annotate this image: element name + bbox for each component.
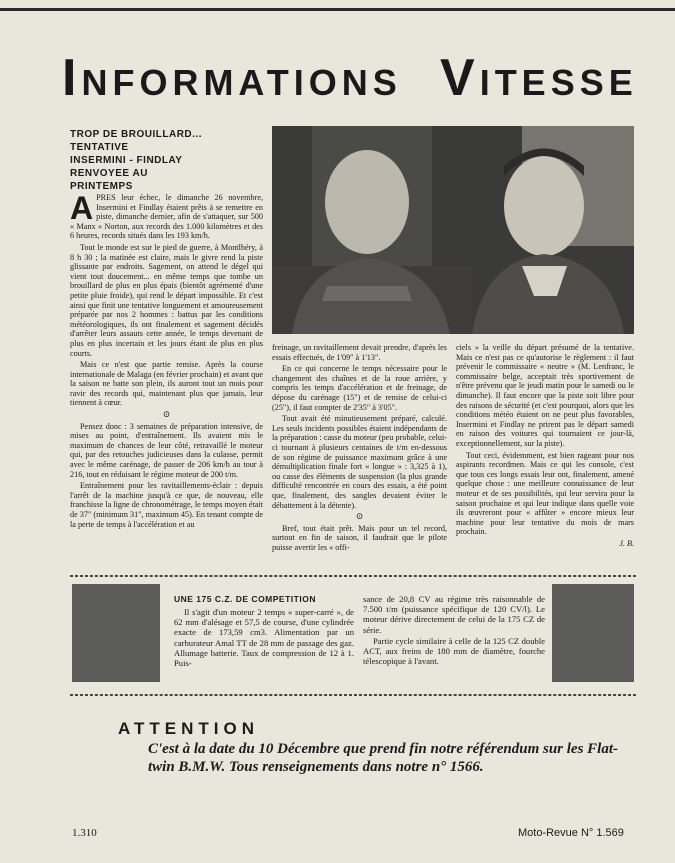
article-paragraph: Tout avait été minutieusement préparé, calculé. Les seuls incidents possibles étaient indépendants de la préparation : casse du moteur (peu probable, celui-ci tournant à plusieurs centaines de t/m en-dessous de son régime de puissance maximum grâce à une démultiplication finale fort « longue » : 3,325 à 1), ou casse des éléments de suspension (la plus grande difficulté rencontrée en cours des essais, a été point que, finalement, des sangles devaient éviter le débattement à la détente). xyxy=(272,414,447,510)
page-number: 1.310 xyxy=(72,827,97,839)
top-rule xyxy=(0,8,675,11)
article-paragraph: Pensez donc : 3 semaines de préparation intensive, de mises au point, d'entraînement. Ils avaient mis le maximum de chances de leur côté, retravaillé le moteur qui, par des retouches judicieuses dans la culasse, permit avec le même carénage, de passer de 206 km/h au tour à 216, tout en réduisant le régime moteur de 200 t/m. xyxy=(70,421,263,479)
article-signature: J. B. xyxy=(619,538,634,548)
article-paragraph: Tout ceci, évidemment, est bien rageant pour nos aspirants recordmen. Mais ce qui les console, c'est que tous ces longs essais leur ont, finalement, amené quelque chose : une meilleure connaissance de leur moteur et de ses possibilités, qui leur servira pour la saison prochaine et qui leur indique dans quelle voie ils œuvreront pour « affûter » encore mieux leur machine pour leur tentative du mois de mars prochain. xyxy=(456,450,634,537)
article-headline xyxy=(70,128,250,193)
attention-heading: ATTENTION xyxy=(118,719,260,738)
article-paragraph: freinage, un ravitaillement devait prendre, d'après les essais effectués, de 1'09" à 1'13". xyxy=(272,343,447,362)
riders-photo xyxy=(272,126,634,334)
motorcycle-photo-right xyxy=(552,584,634,682)
article-column-3 xyxy=(456,343,634,550)
box-column-1 xyxy=(174,607,354,669)
article-paragraph: APRES leur échec, le dimanche 26 novembre, Insermini et Findlay étaient prêts à se remettre en piste, dimanche dernier, afin de s'attaquer, sur 500 « Manx » Norton, aux records des 1.000 kilomètres et des 6 heures, records situés dans les 193 km/h. xyxy=(70,190,263,241)
attention-notice: C'est à la date du 10 Décembre que prend fin notre référendum sur les Flat-twin B.M.W. Tous renseignements dans notre n° 1566. xyxy=(148,741,618,775)
drop-cap: A xyxy=(70,190,94,226)
section-separator-symbol: ⊙ xyxy=(355,511,364,522)
headline-line: INSERMINI - FINDLAY xyxy=(70,155,183,166)
masthead-word-vitesse: VITESSE xyxy=(440,49,638,107)
headline-line: PRINTEMPS xyxy=(70,181,133,192)
box-paragraph: Partie cycle similaire à celle de la 125 CZ double ACT, aux freins de 180 mm de diamètre, fourche télescopique à l'avant. xyxy=(363,635,545,667)
article-paragraph: ciels » la veille du départ présumé de la tentative. Mais ce n'est pas ce qu'autorise le règlement : il faut prévenir le commissaire « neutre » (M. Lenfranc, le commissaire belge, acceptait très sportivement de n'être prévenu que le jeudi matin pour le samedi ou le dimanche). Il faut encore que la piste soit libre pour des raisons de sécurité (et c'est pourquoi, alors que les conditions météo étaient on ne peut plus favorables, Insermini et Findlay ne prirent pas le départ samedi en raison des voitures qui tournaient ce jour-là, exceptionnellement, sur la piste). xyxy=(456,343,634,448)
headline-line: TROP DE BROUILLARD... xyxy=(70,129,202,140)
masthead-word-informations: INFORMATIONS xyxy=(62,49,402,107)
article-paragraph: En ce qui concerne le temps nécessaire pour le changement des chaînes et de la roue arrière, y compris les temps d'accélération et de freinage, de dépose du carénage (15") et de remise de celui-ci (25"), il faut compter de 2'35" à 3'05". xyxy=(272,364,447,412)
article-paragraph: Entraînement pour les ravitaillements-éclair : depuis l'arrêt de la machine jusqu'à ce que, de nouveau, elle franchisse la ligne de chronométrage, le temps moyen était de 37" (minimum 31", maximum 45). En tenant compte de la perte de temps à l'accélération et au xyxy=(70,481,263,529)
box-paragraph: Il s'agit d'un moteur 2 temps « super-carré », de 62 mm d'alésage et 57,5 de course, d'une cylindrée exacte de 173,59 cm3. Alimentation par un carburateur Amal TT de 28 mm de passage des gaz. Allumage batterie. Taux de compression de 12 à 1. Puis- xyxy=(174,607,354,669)
article-paragraph: Tout le monde est sur le pied de guerre, à Montlhéry, à 8 h 30 ; la matinée est claire, mais le givre rend la piste glissante par endroits. Sagement, on attend le dégel qui vient tout doucement... en même temps que tombe un brouillard de plus en plus épais (bientôt agrémenté d'une petite pluie froide), qui rend le départ impossible. Et c'est ainsi que finit une tentative longuement et amoureusement préparée par nos 2 hommes : battus par les conditions météorologiques, ils ont finalement et sagement décidés d'arrêter leurs assauts cette année, le temps devenant de plus en plus incertain et les jours étant de plus en plus courts. xyxy=(70,242,263,358)
article-paragraph: Mais ce n'est que partie remise. Après la course internationale de Malaga (en février prochain) et avant que la saison ne batte son plein, ils auront tout un mois pour ravir des records qui, maintenant plus que jamais, leur tiennent à cœur. xyxy=(70,360,263,408)
article-column-2 xyxy=(272,343,447,554)
motorcycle-photo-left xyxy=(72,584,160,682)
box-column-2 xyxy=(363,594,545,667)
headline-line: TENTATIVE xyxy=(70,142,129,153)
section-masthead xyxy=(62,48,638,107)
issue-reference: Moto-Revue N° 1.569 xyxy=(518,827,624,839)
section-separator-symbol: ⊙ xyxy=(162,409,171,420)
headline-line: RENVOYEE AU xyxy=(70,168,148,179)
divider-upper xyxy=(70,575,636,577)
article-column-1 xyxy=(70,190,263,531)
riders-photo-illustration xyxy=(272,126,634,334)
divider-lower xyxy=(70,694,636,696)
box-paragraph: sance de 20,8 CV au régime très raisonnable de 7.500 t/m (puissance spécifique de 120 CV/l). Le moteur dérive directement de celui de la 175 CZ de série. xyxy=(363,594,545,635)
article-paragraph: Bref, tout était prêt. Mais pour un tel record, surtout en fin de saison, il faudrait que le pilote puisse avertir les « offi- xyxy=(272,523,447,552)
box-title: UNE 175 C.Z. DE COMPETITION xyxy=(174,594,316,604)
